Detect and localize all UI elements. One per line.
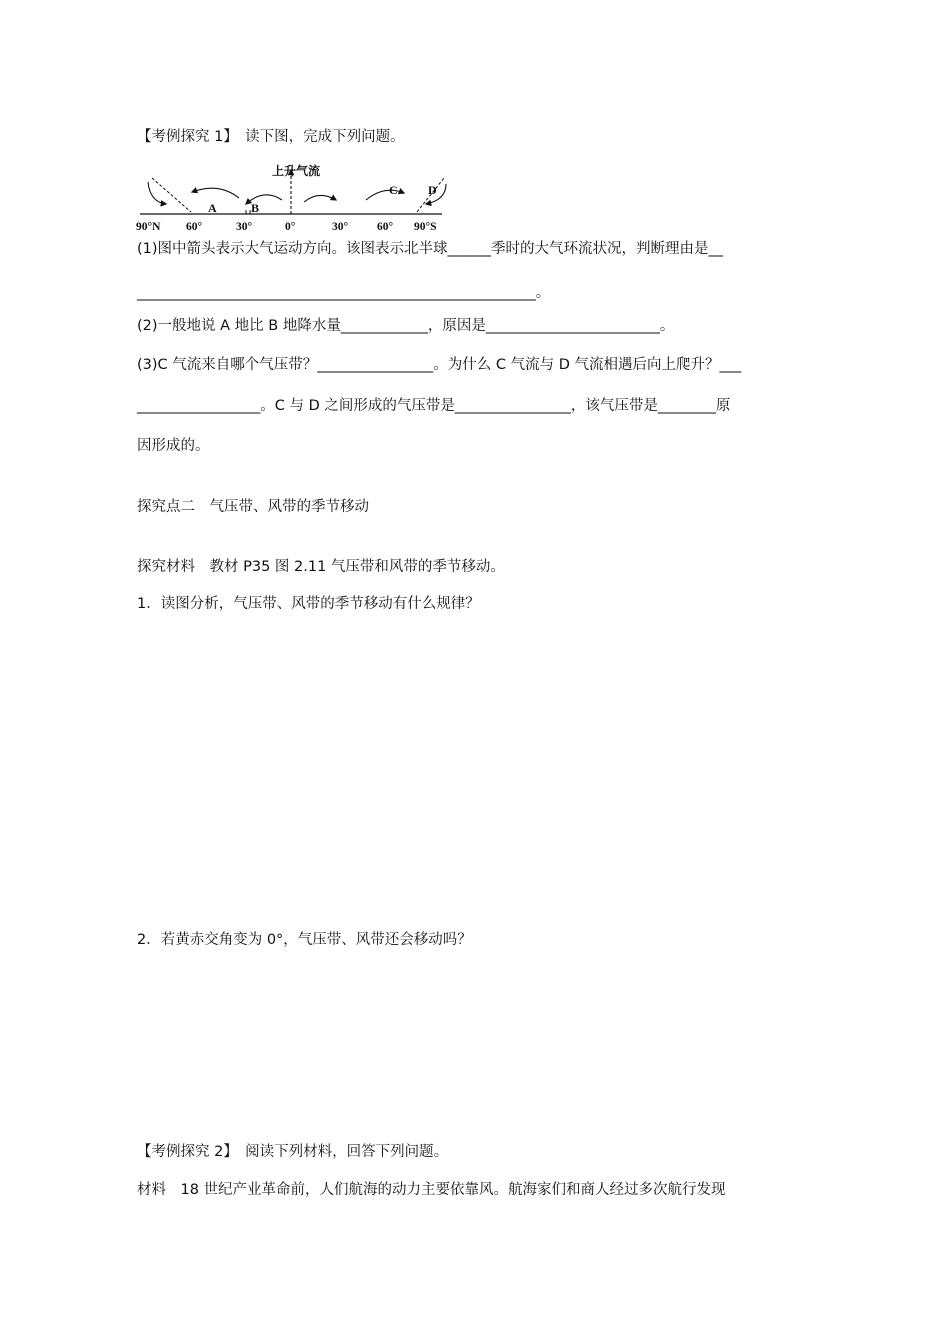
atmospheric-circulation-diagram bbox=[134, 160, 454, 235]
question3-line3: 因形成的。 bbox=[137, 438, 210, 454]
axis-tick-60s: 60° bbox=[377, 221, 394, 233]
front-line-north bbox=[152, 178, 191, 212]
polar-easterly-arrow-north bbox=[148, 182, 166, 204]
trade-wind-arrow-south bbox=[304, 195, 336, 202]
axis-tick-60n: 60° bbox=[186, 221, 203, 233]
westerly-arrow-south bbox=[366, 190, 404, 200]
point-a-label: A bbox=[208, 201, 217, 215]
axis-tick-30s: 30° bbox=[332, 221, 349, 233]
section2-question1: 1．读图分析，气压带、风带的季节移动有什么规律？ bbox=[137, 596, 480, 612]
axis-tick-90n: 90°N bbox=[136, 221, 161, 233]
question1-line2: _______________________________________________________。 bbox=[137, 285, 551, 301]
question2: (2)一般地说 A 地比 B 地降水量____________，原因是________________________。 bbox=[137, 318, 675, 334]
point-d-label: D bbox=[428, 183, 437, 197]
point-b-label: B bbox=[251, 201, 260, 215]
question3-line1: (3)C 气流来自哪个气压带？________________。为什么 C 气流与 D 气流相遇后向上爬升？___ bbox=[137, 357, 742, 373]
section2-material: 探究材料 教材 P35 图 2.11 气压带和风带的季节移动。 bbox=[137, 559, 505, 575]
rising-label: 上升 bbox=[272, 164, 297, 178]
example2-heading: 【考例探究 2】 阅读下列材料，回答下列问题。 bbox=[137, 1144, 449, 1160]
axis-tick-30n: 30° bbox=[236, 221, 253, 233]
axis-tick-0: 0° bbox=[285, 221, 296, 233]
example1-heading: 【考例探究 1】 读下图，完成下列问题。 bbox=[137, 129, 405, 145]
section2-question2: 2．若黄赤交角变为 0°，气压带、风带还会移动吗？ bbox=[137, 932, 472, 948]
westerly-arrow-north bbox=[192, 188, 239, 198]
question3-line2: _________________。C 与 D 之间形成的气压带是________________，该气压带是________原 bbox=[137, 398, 731, 414]
axis-tick-90s: 90°S bbox=[414, 221, 437, 233]
section2-title: 探究点二 气压带、风带的季节移动 bbox=[137, 499, 369, 515]
example2-material: 材料 18 世纪产业革命前，人们航海的动力主要依靠风。航海家们和商人经过多次航行发现 bbox=[137, 1182, 726, 1198]
question1-line1: (1)图中箭头表示大气运动方向。该图表示北半球______季时的大气环流状况，判断理由是__ bbox=[137, 241, 724, 257]
airflow-label: 气流 bbox=[296, 164, 321, 178]
point-c-label: C bbox=[389, 183, 398, 197]
